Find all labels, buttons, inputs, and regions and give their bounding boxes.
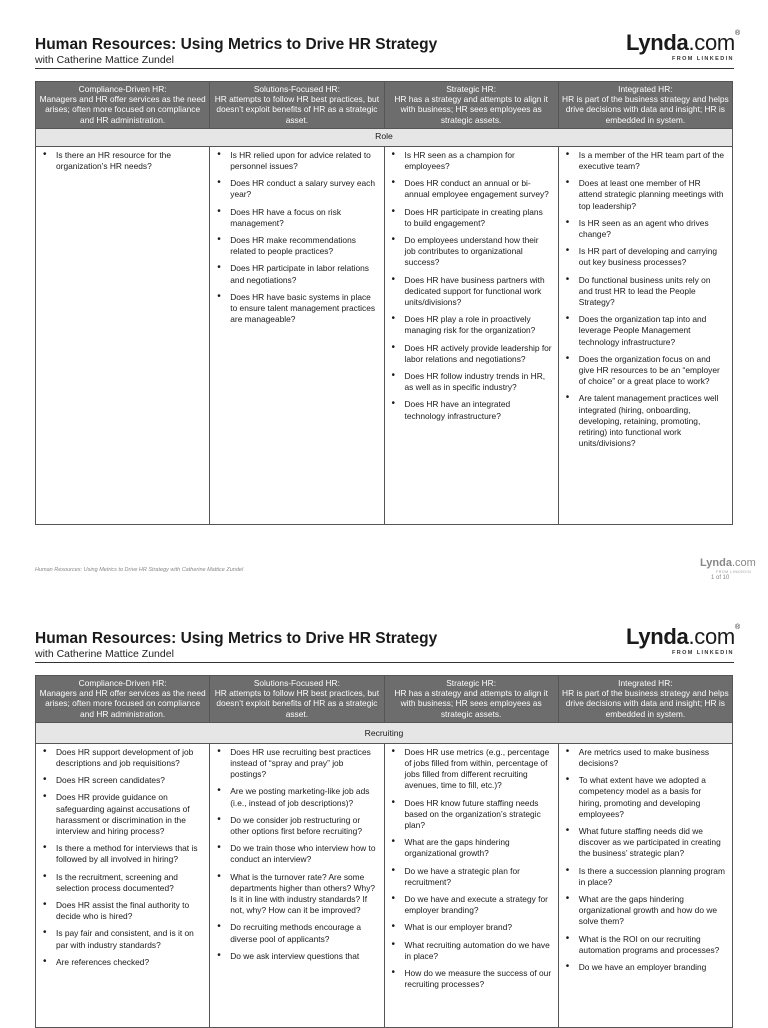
question-item: • How do we measure the success of our recruiting processes? bbox=[391, 968, 552, 990]
column-header-compliance: Compliance-Driven HR: Managers and HR offer services as the need arises; often more focused on compliance and HR administration. bbox=[36, 82, 210, 129]
question-item: • What is the ROI on our recruiting automation programs and processes? bbox=[565, 934, 726, 956]
question-item: • What is our employer brand? bbox=[391, 922, 552, 933]
cell-solutions bbox=[210, 743, 384, 1027]
question-item: • Are references checked? bbox=[42, 957, 203, 968]
header-rule bbox=[35, 662, 734, 663]
document-page-2 bbox=[0, 594, 768, 1024]
question-item: • Does HR use metrics (e.g., percentage of jobs filled from within, percentage of jobs filled from different recruiting avenues, time to fill, etc.)? bbox=[391, 747, 552, 792]
question-item: • Does HR follow industry trends in HR, as well as in specific industry? bbox=[391, 371, 552, 393]
question-item: • Are we posting marketing-like job ads (i.e., instead of job descriptions)? bbox=[216, 786, 377, 808]
cell-compliance bbox=[36, 743, 210, 1027]
lynda-logo: Lynda.com® bbox=[626, 624, 740, 649]
role-questions-row bbox=[36, 146, 733, 524]
lynda-logo: Lynda.com® bbox=[626, 30, 740, 55]
question-item: • Is HR seen as an agent who drives change? bbox=[565, 218, 726, 240]
footer-logo: Lynda.com bbox=[700, 557, 756, 569]
question-item: • Does HR screen candidates? bbox=[42, 775, 203, 786]
question-item: • Are talent management practices well integrated (hiring, onboarding, developing, retaining, promoting, retiring) into functional work units/divisions? bbox=[565, 393, 726, 449]
question-item: • Is HR part of developing and carrying out key business processes? bbox=[565, 246, 726, 268]
question-item: • Is there an HR resource for the organization’s HR needs? bbox=[42, 150, 203, 172]
question-item: • Do we have an employer branding bbox=[565, 962, 726, 973]
question-item: • Does HR have a focus on risk management? bbox=[216, 207, 377, 229]
question-item: • Does HR assist the final authority to decide who is hired? bbox=[42, 900, 203, 922]
question-item: • To what extent have we adopted a competency model as a basis for hiring, promoting and developing employees? bbox=[565, 775, 726, 820]
column-header-solutions: Solutions-Focused HR: HR attempts to follow HR best practices, but doesn’t exploit benefits of HR as a strategic asset. bbox=[210, 676, 384, 723]
question-item: • Does the organization tap into and leverage People Management technology infrastructure? bbox=[565, 314, 726, 348]
logo-tagline: FROM LINKEDIN bbox=[672, 650, 734, 656]
hr-maturity-table bbox=[35, 675, 733, 1028]
column-header-integrated: Integrated HR: HR is part of the business strategy and helps drive decisions with data and insight; HR is embedded in system. bbox=[558, 676, 732, 723]
question-item: • Does HR conduct an annual or bi-annual employee engagement survey? bbox=[391, 178, 552, 200]
logo-tagline: FROM LINKEDIN bbox=[672, 56, 734, 62]
question-item: • Does HR know future staffing needs based on the organization’s strategic plan? bbox=[391, 798, 552, 832]
question-item: • Is pay fair and consistent, and is it on par with industry standards? bbox=[42, 928, 203, 950]
question-item: • Does HR use recruiting best practices instead of “spray and pray” job postings? bbox=[216, 747, 377, 781]
question-item: • Does HR actively provide leadership for labor relations and negotiations? bbox=[391, 343, 552, 365]
question-item: • Is there a method for interviews that is followed by all involved in hiring? bbox=[42, 843, 203, 865]
column-header-row bbox=[36, 82, 733, 129]
column-header-strategic: Strategic HR: HR has a strategy and attempts to align it with business; HR sees employees as strategic assets. bbox=[384, 82, 558, 129]
question-item: • Is HR relied upon for advice related to personnel issues? bbox=[216, 150, 377, 172]
question-item: • Does HR support development of job descriptions and job requisitions? bbox=[42, 747, 203, 769]
question-item: • Does HR have business partners with dedicated support for functional work units/divisions? bbox=[391, 275, 552, 309]
document-subtitle: with Catherine Mattice Zundel bbox=[35, 648, 174, 660]
question-item: • What future staffing needs did we discover as we participated in creating the business’ strategic plan? bbox=[565, 826, 726, 860]
column-header-solutions: Solutions-Focused HR: HR attempts to follow HR best practices, but doesn’t exploit benefits of HR as a strategic asset. bbox=[210, 82, 384, 129]
cell-integrated bbox=[558, 743, 732, 1027]
question-item: • Do we train those who interview how to conduct an interview? bbox=[216, 843, 377, 865]
question-item: • What are the gaps hindering organizational growth? bbox=[391, 837, 552, 859]
question-item: • Does HR conduct a salary survey each year? bbox=[216, 178, 377, 200]
column-header-strategic: Strategic HR: HR has a strategy and attempts to align it with business; HR sees employees as strategic assets. bbox=[384, 676, 558, 723]
question-item: • Does the organization focus on and give HR resources to be an “employer of choice” or a great place to work? bbox=[565, 354, 726, 388]
question-item: • Does HR have basic systems in place to ensure talent management practices are manageable? bbox=[216, 292, 377, 326]
question-item: • Is there a succession planning program in place? bbox=[565, 866, 726, 888]
question-item: • Does HR participate in labor relations and negotiations? bbox=[216, 263, 377, 285]
header-rule bbox=[35, 68, 734, 69]
question-item: • Is HR seen as a champion for employees? bbox=[391, 150, 552, 172]
question-item: • Do we have a strategic plan for recruitment? bbox=[391, 866, 552, 888]
section-label-recruiting: Recruiting bbox=[36, 722, 733, 743]
hr-maturity-table bbox=[35, 81, 733, 525]
question-item: • Does HR make recommendations related to people practices? bbox=[216, 235, 377, 257]
question-item: • Do we have and execute a strategy for employer branding? bbox=[391, 894, 552, 916]
question-item: • Do we ask interview questions that bbox=[216, 951, 377, 962]
document-title: Human Resources: Using Metrics to Drive HR Strategy bbox=[35, 630, 438, 647]
column-header-integrated: Integrated HR: HR is part of the business strategy and helps drive decisions with data and insight; HR is embedded in system. bbox=[558, 82, 732, 129]
question-item: • Do functional business units rely on and trust HR to lead the People Strategy? bbox=[565, 275, 726, 309]
question-item: • Does HR have an integrated technology infrastructure? bbox=[391, 399, 552, 421]
section-label-role: Role bbox=[36, 128, 733, 146]
cell-compliance bbox=[36, 146, 210, 524]
cell-solutions bbox=[210, 146, 384, 524]
column-header-compliance: Compliance-Driven HR: Managers and HR offer services as the need arises; often more focused on compliance and HR administration. bbox=[36, 676, 210, 723]
question-item: • What are the gaps hindering organizational growth and how do we solve them? bbox=[565, 894, 726, 928]
recruiting-questions-row bbox=[36, 743, 733, 1027]
question-item: • Do we consider job restructuring or other options first before recruiting? bbox=[216, 815, 377, 837]
question-item: • Does HR participate in creating plans to build engagement? bbox=[391, 207, 552, 229]
page-number: 1 of 10 bbox=[711, 575, 730, 581]
document-title: Human Resources: Using Metrics to Drive HR Strategy bbox=[35, 36, 438, 53]
question-item: • Do recruiting methods encourage a diverse pool of applicants? bbox=[216, 922, 377, 944]
question-item: • Is the recruitment, screening and selection process documented? bbox=[42, 872, 203, 894]
question-item: • Does HR provide guidance on safeguarding against accusations of harassment or discrimination in the interview and hiring process? bbox=[42, 792, 203, 837]
question-item: • Do employees understand how their job contributes to organizational success? bbox=[391, 235, 552, 269]
question-item: • Are metrics used to make business decisions? bbox=[565, 747, 726, 769]
question-item: • Does HR play a role in proactively managing risk for the organization? bbox=[391, 314, 552, 336]
question-item: • What recruiting automation do we have in place? bbox=[391, 940, 552, 962]
cell-strategic bbox=[384, 743, 558, 1027]
question-item: • Does at least one member of HR attend strategic planning meetings with top leadership? bbox=[565, 178, 726, 212]
question-item: • What is the turnover rate? Are some departments higher than others? Why? Is it in line with industry standards? If not, why? How can it be improved? bbox=[216, 872, 377, 917]
footer-logo-tagline: FROM LINKEDIN bbox=[716, 570, 752, 574]
cell-integrated bbox=[558, 146, 732, 524]
document-subtitle: with Catherine Mattice Zundel bbox=[35, 54, 174, 66]
cell-strategic bbox=[384, 146, 558, 524]
question-item: • Is a member of the HR team part of the executive team? bbox=[565, 150, 726, 172]
column-header-row bbox=[36, 676, 733, 723]
footer-course-title: Human Resources: Using Metrics to Drive HR Strategy with Catherine Mattice Zundel bbox=[35, 567, 244, 573]
